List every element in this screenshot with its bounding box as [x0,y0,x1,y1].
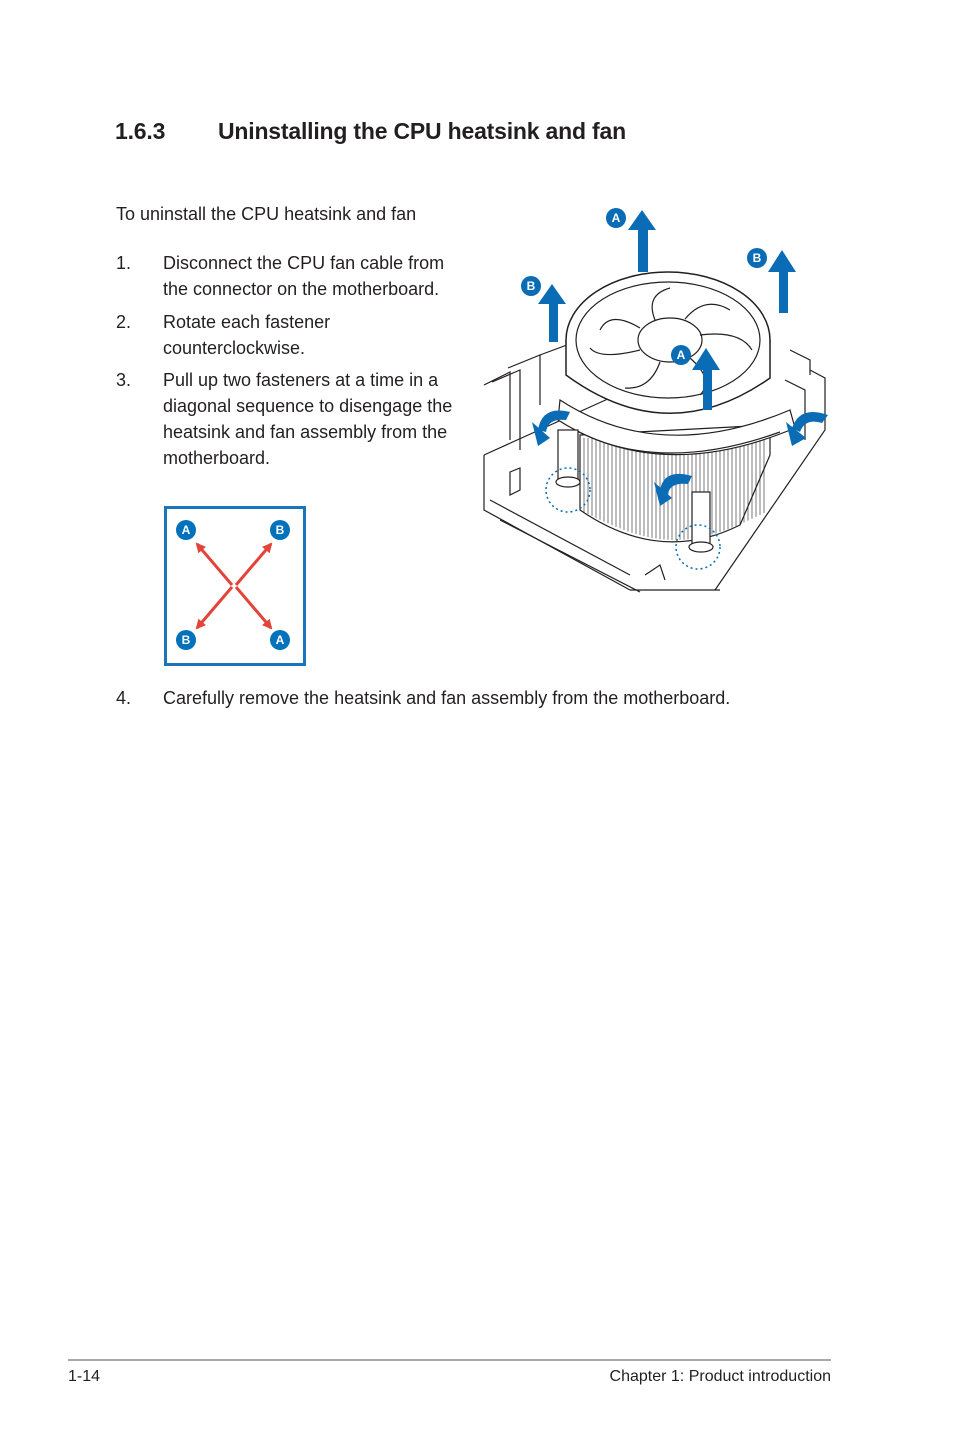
badge-bottom-left [176,630,196,650]
badge-top-left [176,520,196,540]
badge-bottom-right [270,630,290,650]
badge-top-right [270,520,290,540]
badge-label: B [752,251,762,265]
step-line: motherboard. [163,448,271,468]
step-line: Pull up two fasteners at a time in a [163,370,439,390]
step-number: 1. [116,253,132,273]
step-line: heatsink and fan assembly from the [163,422,448,442]
step-line: Rotate each fastener [163,312,331,332]
badge-label: B [275,523,285,537]
step-number: 4. [116,688,132,708]
section-title: Uninstalling the CPU heatsink and fan [218,118,626,144]
intro-text: To uninstall the CPU heatsink and fan [116,204,417,224]
step-line: diagonal sequence to disengage the [163,396,453,416]
label-badge [521,276,541,296]
step-line: the connector on the motherboard. [163,279,440,299]
badge-label: B [526,279,536,293]
label-badge [671,345,691,365]
badge-label: B [181,633,191,647]
label-badge [747,248,767,268]
step-line: Carefully remove the heatsink and fan assembly from the motherboard. [163,688,731,708]
badge-label: A [611,211,621,225]
step-number: 3. [116,370,132,390]
step-line: counterclockwise. [163,338,306,358]
fan-housing [566,272,770,413]
page-number: 1-14 [68,1368,101,1385]
chapter-title: Chapter 1: Product introduction [609,1368,831,1385]
fastener-sequence-diagram [164,506,306,667]
step-number: 2. [116,312,132,332]
badge-label: A [181,523,191,537]
section-number: 1.6.3 [115,118,166,144]
heatsink-fan-illustration [480,200,840,595]
section-heading [115,118,626,145]
footer-divider [68,1359,831,1361]
badge-label: A [275,633,285,647]
label-badge [606,208,626,228]
step-line: Disconnect the CPU fan cable from [163,253,445,273]
badge-label: A [676,348,686,362]
